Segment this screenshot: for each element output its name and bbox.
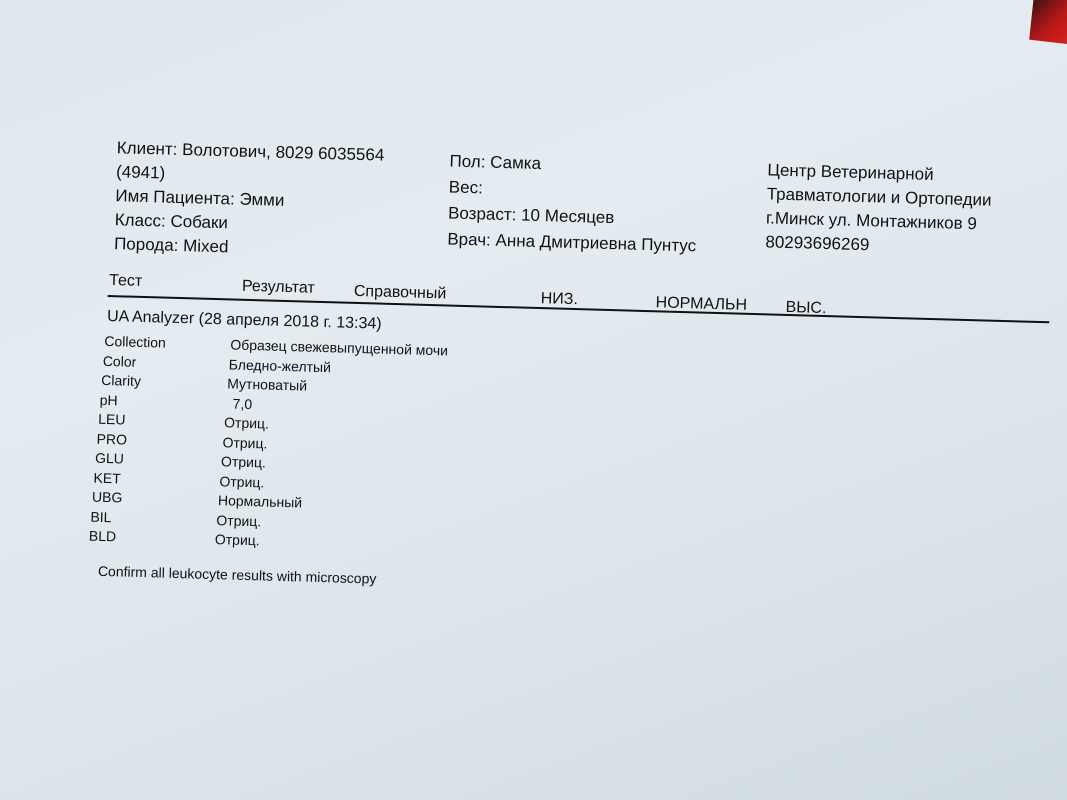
result-value: Отриц. — [219, 472, 265, 490]
result-value: Мутноватый — [227, 375, 308, 394]
patient-sex: Пол: Самка — [449, 151, 542, 174]
column-low: НИЗ. — [540, 290, 579, 309]
patient-weight: Вес: — [448, 177, 484, 198]
patient-breed: Порода: Mixed — [113, 234, 229, 257]
column-high: ВЫС. — [785, 298, 827, 318]
column-normal: НОРМАЛЬН — [655, 294, 748, 314]
result-value: Отриц. — [214, 531, 260, 549]
result-value: Отриц. — [216, 511, 262, 529]
result-test-name: GLU — [94, 449, 125, 467]
result-value: Отриц. — [220, 453, 267, 471]
result-test-name: PRO — [96, 430, 128, 448]
patient-class: Класс: Собаки — [114, 210, 229, 233]
doctor-name: Врач: Анна Дмитриевна Пунтус — [447, 229, 697, 256]
analyzer-title: UA Analyzer (28 апреля 2018 г. 13:34) — [106, 307, 382, 333]
result-value: Образец свежевыпущенной мочи — [230, 336, 449, 359]
clinic-address: г.Минск ул. Монтажников 9 — [765, 208, 978, 234]
column-test: Тест — [108, 272, 143, 290]
result-test-name: BLD — [88, 527, 117, 545]
patient-name: Имя Пациента: Эмми — [115, 186, 285, 210]
result-value: 7,0 — [232, 395, 253, 412]
result-test-name: LEU — [97, 410, 126, 428]
patient-age: Возраст: 10 Месяцев — [447, 203, 615, 228]
clinic-name-line2: Травматологии и Ортопедии — [766, 184, 992, 210]
column-result: Результат — [241, 277, 315, 297]
result-value: Бледно-желтый — [228, 355, 332, 375]
result-value: Нормальный — [217, 492, 303, 511]
column-reference: Справочный — [353, 282, 447, 303]
result-test-name: Clarity — [101, 371, 142, 389]
client-line: Клиент: Волотович, 8029 6035564 — [116, 138, 385, 165]
result-test-name: Color — [102, 352, 137, 370]
clinic-name-line1: Центр Ветеринарной — [767, 160, 934, 185]
result-test-name: BIL — [90, 508, 112, 525]
result-value: Отриц. — [223, 414, 270, 432]
result-test-name: Collection — [104, 332, 167, 351]
clinic-phone: 80293696269 — [765, 232, 870, 255]
result-test-name: UBG — [91, 488, 123, 506]
footnote: Confirm all leukocyte results with microscopy — [97, 562, 377, 587]
result-test-name: KET — [93, 469, 122, 486]
client-code: (4941) — [115, 162, 166, 183]
result-value: Отриц. — [222, 433, 268, 452]
result-test-name: pH — [99, 391, 118, 408]
